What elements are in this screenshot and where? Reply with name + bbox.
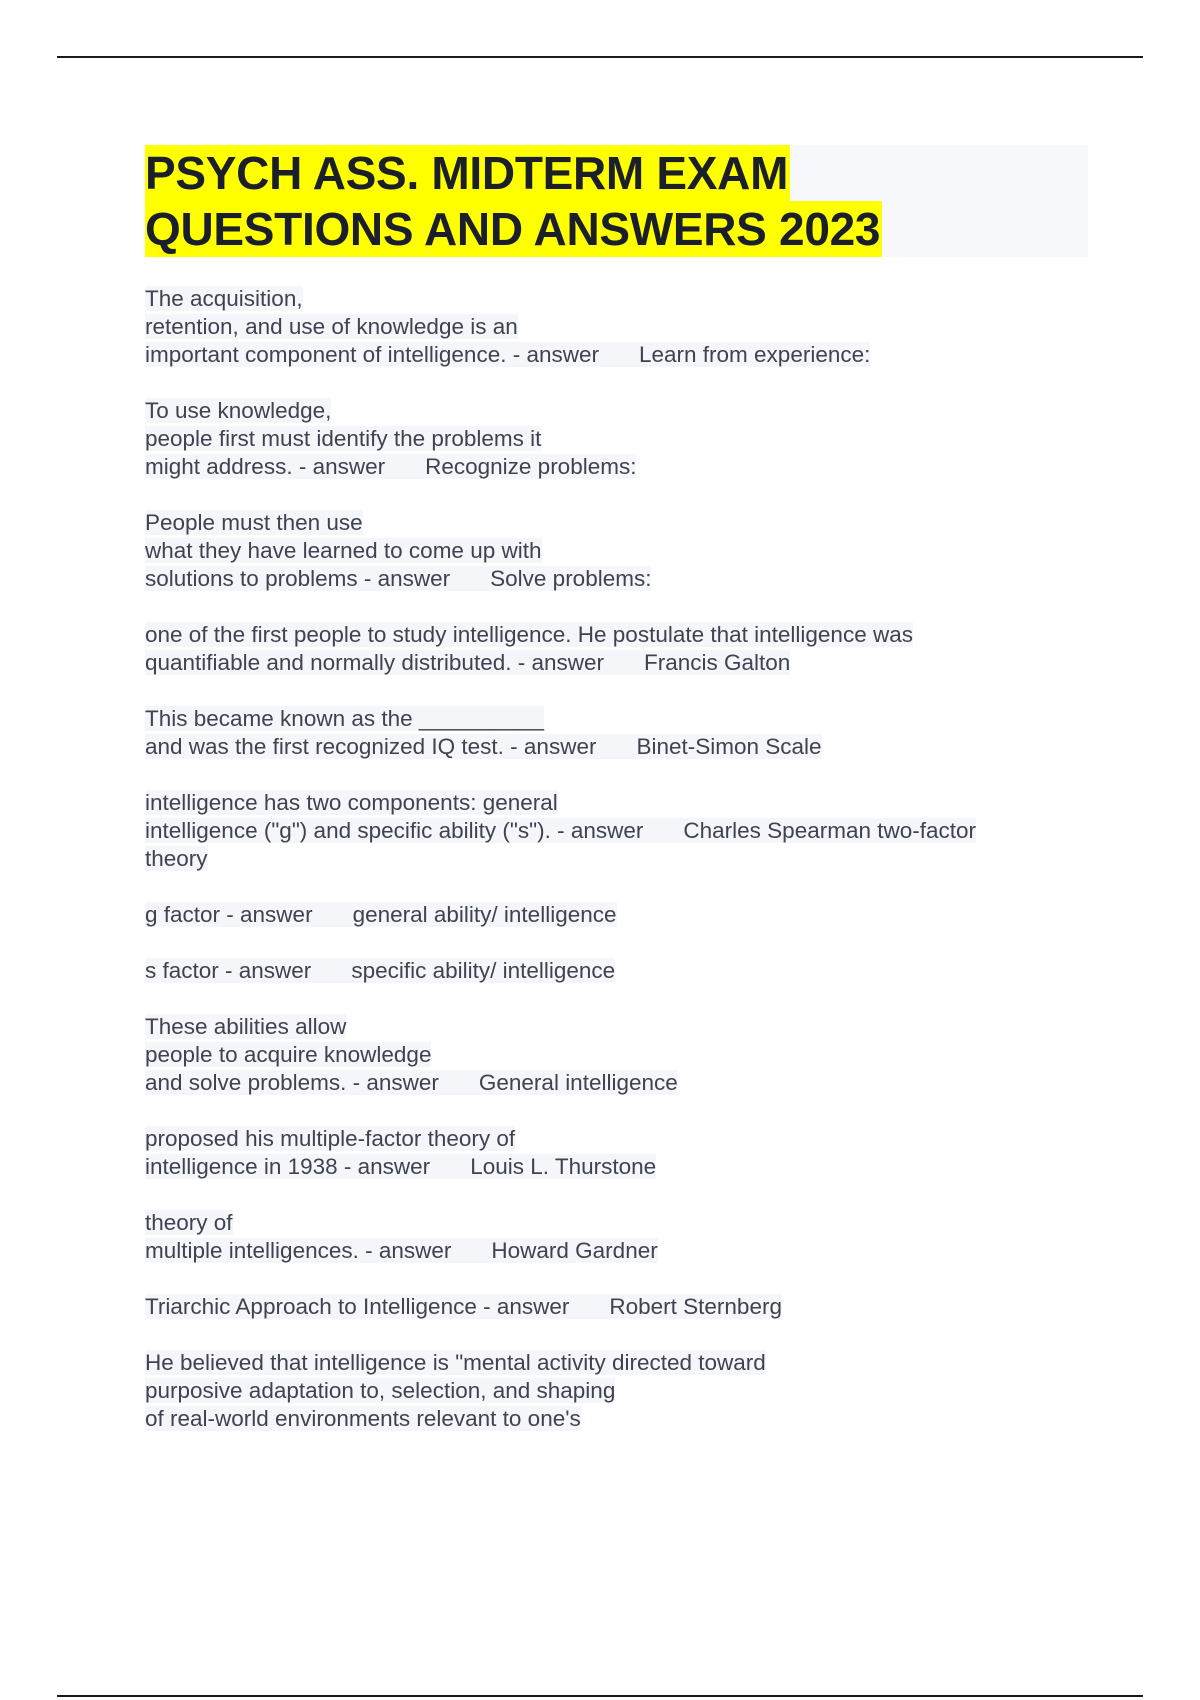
question-line: multiple intelligences. - answer <box>145 1238 452 1263</box>
qa-item <box>145 1349 1105 1433</box>
question-line: important component of intelligence. - answer <box>145 342 599 367</box>
question-line: solutions to problems - answer <box>145 566 451 591</box>
question-line: people to acquire knowledge <box>145 1042 432 1067</box>
qa-item <box>145 397 1105 481</box>
question-line: intelligence ("g") and specific ability ("s"). - answer <box>145 818 644 843</box>
question-line: intelligence in 1938 - answer <box>145 1154 431 1179</box>
question-line: This became known as the __________ <box>145 706 545 731</box>
page-title <box>145 145 1088 257</box>
question-line: people first must identify the problems it <box>145 426 542 451</box>
bottom-rule <box>57 1695 1143 1697</box>
answer-text: Charles Spearman two-factor <box>643 818 976 843</box>
answer-text: General intelligence <box>439 1070 678 1095</box>
question-line: proposed his multiple-factor theory of <box>145 1126 516 1151</box>
title-line-2: QUESTIONS AND ANSWERS 2023 <box>145 203 881 255</box>
qa-item <box>145 509 1105 593</box>
question-line: g factor - answer <box>145 902 313 927</box>
answer-text: Robert Sternberg <box>569 1294 782 1319</box>
question-line: People must then use <box>145 510 363 535</box>
question-line: might address. - answer <box>145 454 386 479</box>
answer-text: Solve problems: <box>450 566 651 591</box>
qa-item <box>145 901 1105 929</box>
qa-item <box>145 705 1105 761</box>
question-line: quantifiable and normally distributed. - answer <box>145 650 604 675</box>
question-line: and was the first recognized IQ test. - answer <box>145 734 597 759</box>
qa-item <box>145 789 1105 873</box>
qa-item <box>145 1209 1105 1265</box>
answer-text: Learn from experience: <box>599 342 870 367</box>
qa-item <box>145 285 1105 369</box>
question-line: purposive adaptation to, selection, and shaping <box>145 1378 616 1403</box>
question-line: intelligence has two components: general <box>145 790 558 815</box>
question-line: Triarchic Approach to Intelligence - answer <box>145 1294 570 1319</box>
question-line: He believed that intelligence is "mental activity directed toward <box>145 1350 766 1375</box>
question-line: The acquisition, <box>145 286 303 311</box>
qa-item <box>145 1013 1105 1097</box>
top-rule <box>57 56 1143 58</box>
question-line: and solve problems. - answer <box>145 1070 439 1095</box>
question-line: These abilities allow <box>145 1014 347 1039</box>
qa-item <box>145 1293 1105 1321</box>
qa-list <box>145 285 1105 1461</box>
qa-item <box>145 1125 1105 1181</box>
answer-text: Louis L. Thurstone <box>430 1154 656 1179</box>
qa-item <box>145 957 1105 985</box>
question-line: retention, and use of knowledge is an <box>145 314 518 339</box>
answer-text: Howard Gardner <box>451 1238 657 1263</box>
question-line: of real-world environments relevant to one's <box>145 1406 581 1431</box>
answer-text-continued: theory <box>145 846 208 871</box>
question-line: one of the first people to study intelligence. He postulate that intelligence was <box>145 622 913 647</box>
title-block <box>145 145 1088 257</box>
qa-item <box>145 621 1105 677</box>
question-line: what they have learned to come up with <box>145 538 542 563</box>
answer-text: Binet-Simon Scale <box>596 734 821 759</box>
question-line: To use knowledge, <box>145 398 332 423</box>
answer-text: specific ability/ intelligence <box>311 958 615 983</box>
question-line: s factor - answer <box>145 958 312 983</box>
answer-text: Recognize problems: <box>385 454 636 479</box>
answer-text: Francis Galton <box>604 650 790 675</box>
answer-text: general ability/ intelligence <box>313 902 617 927</box>
question-line: theory of <box>145 1210 233 1235</box>
title-line-1: PSYCH ASS. MIDTERM EXAM <box>145 147 789 199</box>
